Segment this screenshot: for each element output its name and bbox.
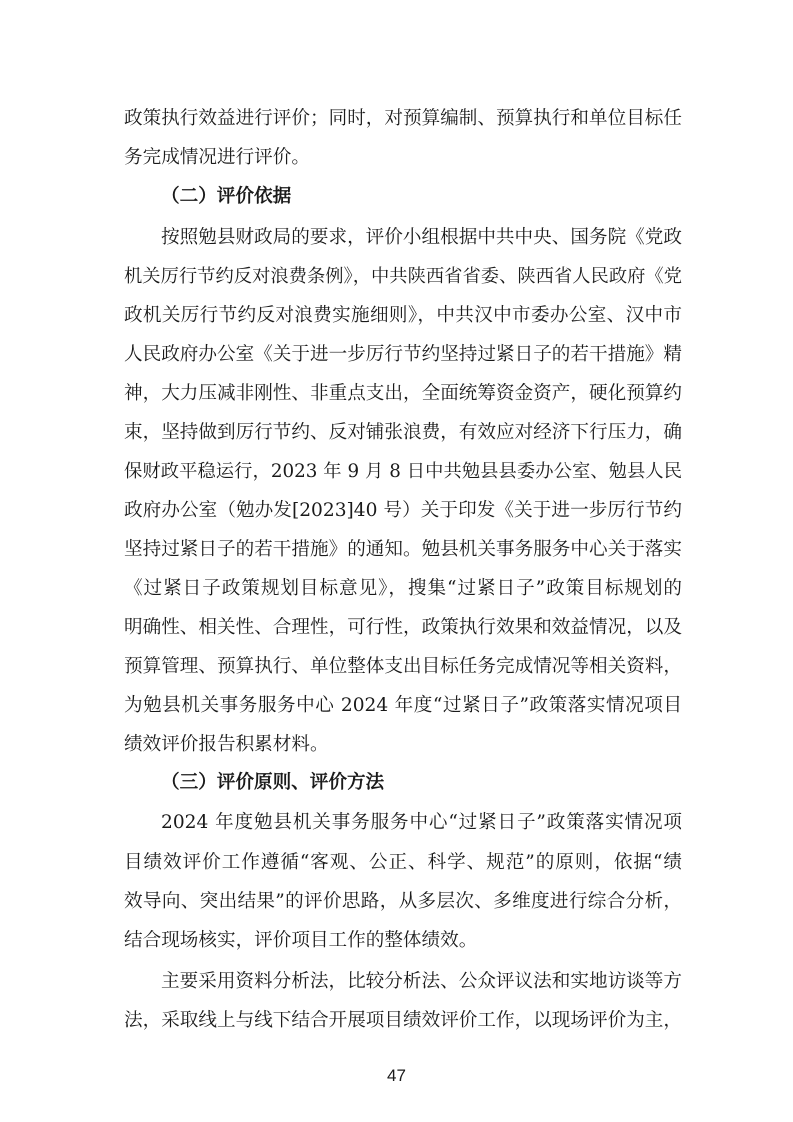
paragraph-line: 预算管理、预算执行、单位整体支出目标任务完成情况等相关资料，: [124, 656, 682, 677]
paragraph-line: 神，大力压减非刚性、非重点支出，全面统筹资金资产，硬化预算约: [124, 383, 682, 404]
paragraph-line: 《过紧日子政策规划目标意见》，搜集“过紧日子”政策目标规划的: [124, 578, 682, 599]
paragraph-line: 按照勉县财政局的要求，评价小组根据中共中央、国务院《党政: [161, 227, 682, 248]
paragraph-line: 目绩效评价工作遵循“客观、公正、科学、规范”的原则，依据“绩: [124, 852, 682, 873]
paragraph-line: 结合现场核实，评价项目工作的整体绩效。: [124, 930, 478, 951]
paragraph-line: 务完成情况进行评价。: [124, 147, 310, 168]
paragraph-line: 政府办公室（勉办发[2023]40 号）关于印发《关于进一步厉行节约: [124, 500, 682, 521]
paragraph-line: 2024 年度勉县机关事务服务中心“过紧日子”政策落实情况项: [161, 812, 682, 833]
paragraph-line: 法，采取线上与线下结合开展项目绩效评价工作，以现场评价为主，: [124, 1010, 682, 1031]
paragraph-line: 政策执行效益进行评价；同时，对预算编制、预算执行和单位目标任: [124, 108, 682, 129]
paragraph-line: 政机关厉行节约反对浪费实施细则》，中共汉中市委办公室、汉中市: [124, 305, 682, 326]
paragraph-line: 效导向、突出结果”的评价思路，从多层次、多维度进行综合分析，: [124, 891, 682, 912]
paragraph-line: 机关厉行节约反对浪费条例》，中共陕西省省委、陕西省人民政府《党: [124, 266, 682, 287]
page-number: 47: [387, 1066, 406, 1085]
paragraph-line: 保财政平稳运行，2023 年 9 月 8 日中共勉县县委办公室、勉县人民: [124, 461, 682, 482]
paragraph-line: 人民政府办公室《关于进一步厉行节约坚持过紧日子的若干措施》精: [124, 344, 682, 365]
paragraph-line: 主要采用资料分析法，比较分析法、公众评议法和实地访谈等方: [161, 971, 682, 992]
paragraph-line: 绩效评价报告积累材料。: [124, 734, 329, 755]
section-heading: （二）评价依据: [161, 186, 292, 207]
paragraph-line: 为勉县机关事务服务中心 2024 年度“过紧日子”政策落实情况项目: [124, 695, 682, 716]
paragraph-line: 明确性、相关性、合理性，可行性，政策执行效果和效益情况，以及: [124, 617, 682, 638]
section-heading: （三）评价原则、评价方法: [161, 772, 385, 793]
paragraph-line: 坚持过紧日子的若干措施》的通知。勉县机关事务服务中心关于落实: [124, 539, 682, 560]
paragraph-line: 束，坚持做到厉行节约、反对铺张浪费，有效应对经济下行压力，确: [124, 422, 682, 443]
